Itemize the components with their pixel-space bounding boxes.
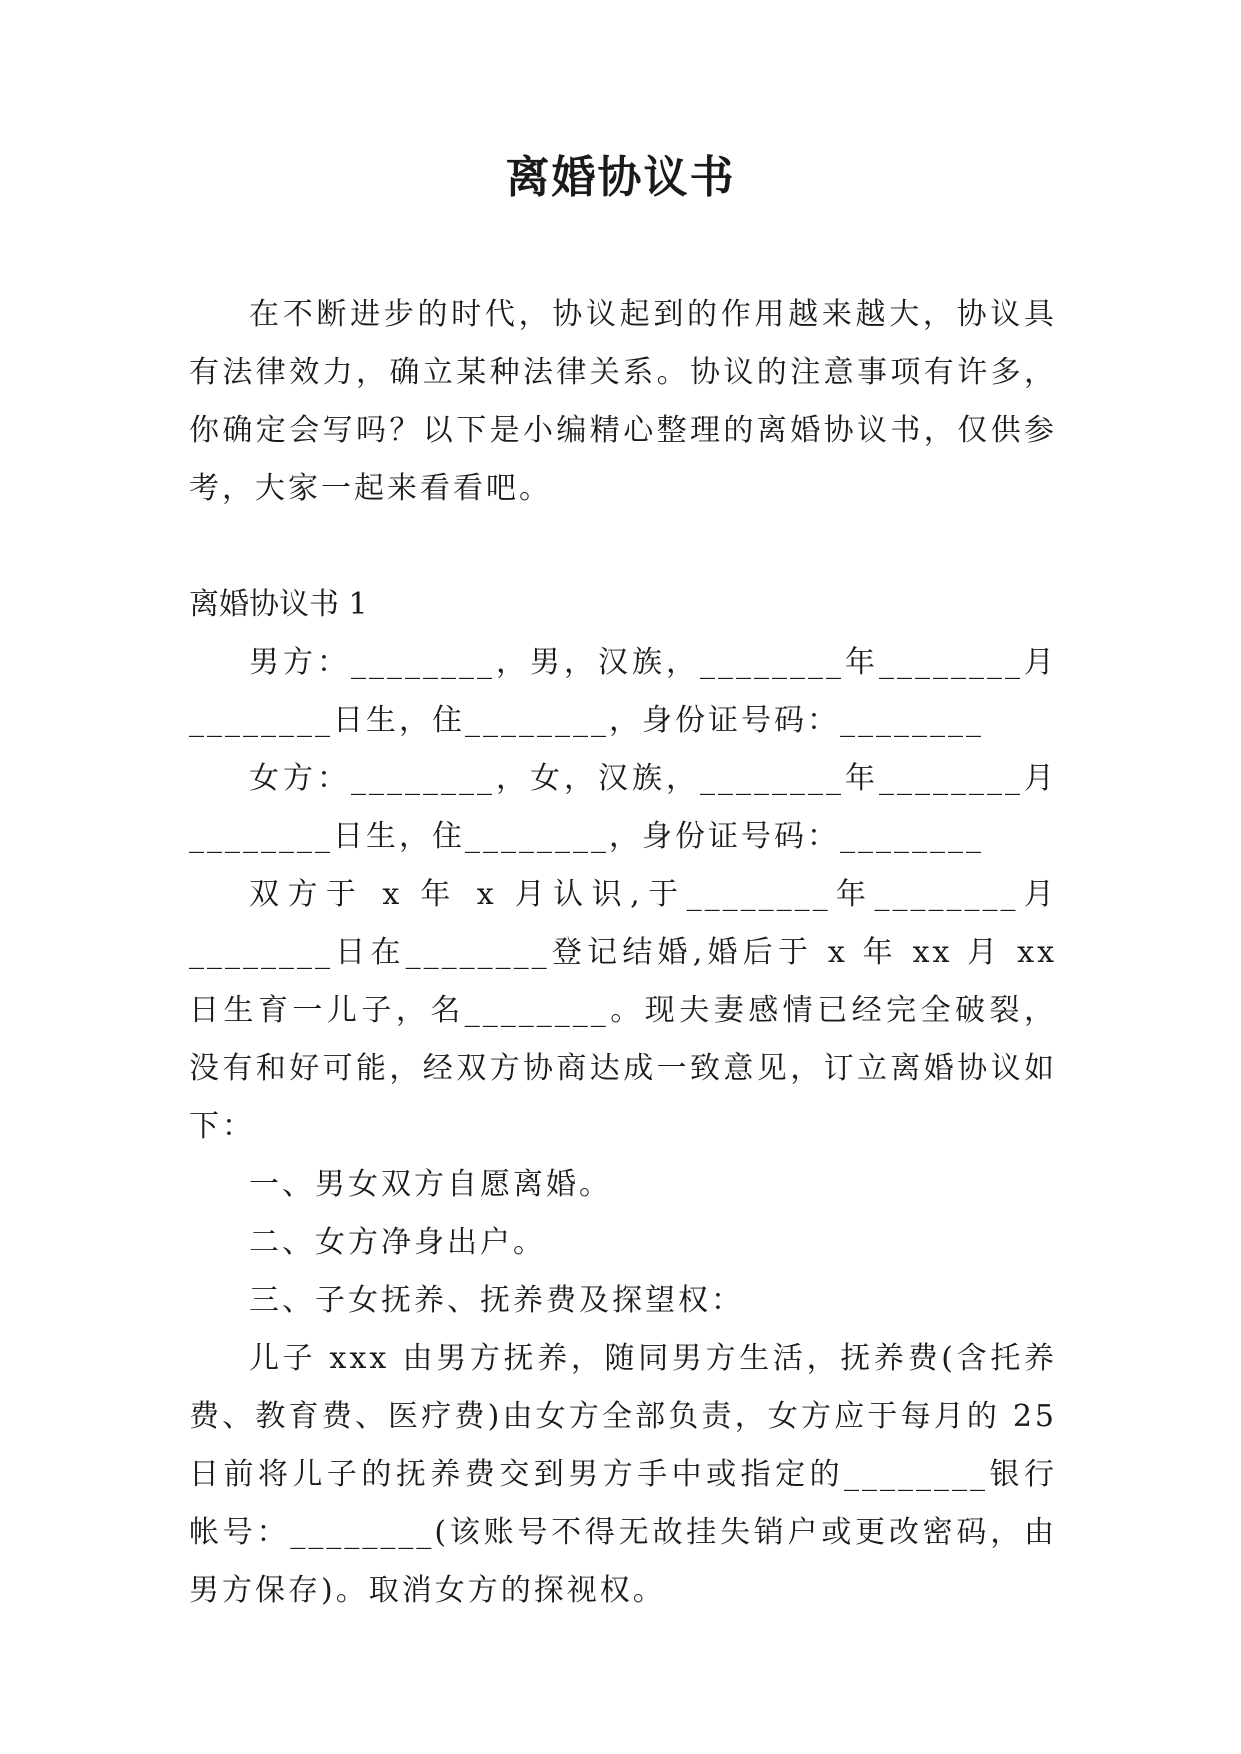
intro-paragraph: 在不断进步的时代，协议起到的作用越来越大，协议具有法律效力，确立某种法律关系。协议的注意事项有许多，你确定会写吗？以下是小编精心整理的离婚协议书，仅供参考，大家一起来看看吧。 <box>189 297 1057 506</box>
document-body <box>189 286 1057 1620</box>
paragraph-spacer <box>189 518 1057 576</box>
clause-2: 二、女方净身出户。 <box>249 1225 546 1260</box>
female-party-paragraph: 女方：________，女，汉族，________年________月________日生，住________，身份证号码：________ <box>189 761 1057 854</box>
clause-3-heading: 三、子女抚养、抚养费及探望权： <box>249 1283 744 1318</box>
document-title: 离婚协议书 <box>505 152 736 203</box>
clause-1: 一、男女双方自愿离婚。 <box>249 1167 612 1202</box>
marriage-background-paragraph: 双方于 x 年 x 月认识,于________年________月________日在________登记结婚,婚后于 x 年 xx 月 xx 日生育一儿子，名________。现夫妻感情已经完全破裂，没有和好可能，经双方协商达成一致意见，订立离婚协议如下： <box>189 877 1057 1144</box>
male-party-paragraph: 男方：________，男，汉族，________年________月________日生，住________，身份证号码：________ <box>189 645 1057 738</box>
child-support-paragraph: 儿子 xxx 由男方抚养，随同男方生活，抚养费(含托养费、教育费、医疗费)由女方全部负责，女方应于每月的 25 日前将儿子的抚养费交到男方手中或指定的________银行帐号：________(该账号不得无故挂失销户或更改密码，由男方保存)。取消女方的探视权。 <box>189 1341 1057 1608</box>
section-heading: 离婚协议书 1 <box>189 587 368 622</box>
